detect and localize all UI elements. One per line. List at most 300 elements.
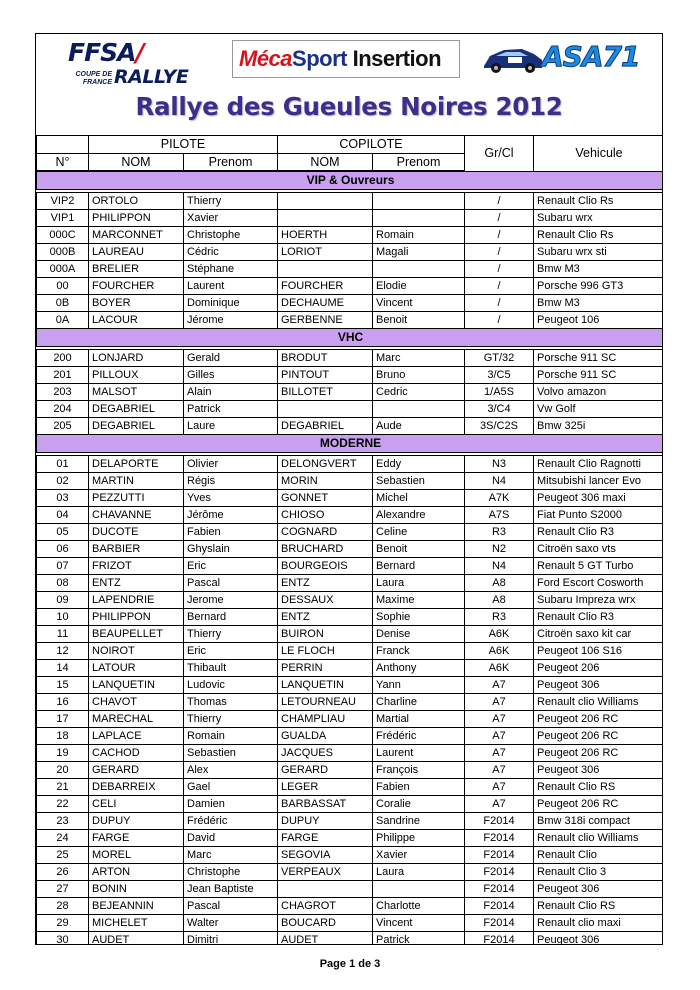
header-pilote: PILOTE <box>89 136 278 154</box>
group-class-cell: A8 <box>465 575 534 592</box>
copilot-name-cell: PINTOUT <box>278 367 373 384</box>
table-row <box>37 473 664 490</box>
table-row <box>37 779 664 796</box>
table-row <box>37 401 664 418</box>
entry-number-cell: 14 <box>37 660 89 677</box>
vehicle-cell: Fiat Punto S2000 <box>534 507 664 524</box>
pilot-firstname-cell: Gael <box>184 779 278 796</box>
vehicle-cell: Bmw 325i <box>534 418 664 435</box>
table-row <box>37 643 664 660</box>
copilot-firstname-cell: Laura <box>373 575 465 592</box>
table-row <box>37 728 664 745</box>
mecasport-insertion-logo <box>232 40 460 78</box>
copilot-firstname-cell: Benoit <box>373 541 465 558</box>
pilot-firstname-cell: Thierry <box>184 193 278 210</box>
vehicle-cell: Renault Clio Rs <box>534 193 664 210</box>
pilot-firstname-cell: Eric <box>184 558 278 575</box>
entry-number-cell: 203 <box>37 384 89 401</box>
pilot-name-cell: MICHELET <box>89 915 184 932</box>
pilot-name-cell: LAUREAU <box>89 244 184 261</box>
table-row <box>37 796 664 813</box>
ffsa-rallye-text: RALLYE <box>114 66 189 88</box>
vehicle-cell: Peugeot 206 RC <box>534 728 664 745</box>
copilot-name-cell: BARBASSAT <box>278 796 373 813</box>
copilot-firstname-cell: Alexandre <box>373 507 465 524</box>
group-class-cell: / <box>465 227 534 244</box>
copilot-firstname-cell: Vincent <box>373 915 465 932</box>
table-row <box>37 830 664 847</box>
group-class-cell: F2014 <box>465 898 534 915</box>
pilot-firstname-cell: Gilles <box>184 367 278 384</box>
copilot-firstname-cell: Michel <box>373 490 465 507</box>
copilot-firstname-cell: Vincent <box>373 295 465 312</box>
pilot-firstname-cell: Dominique <box>184 295 278 312</box>
pilot-firstname-cell: Dimitri <box>184 932 278 946</box>
copilot-firstname-cell: Coralie <box>373 796 465 813</box>
copilot-firstname-cell: Philippe <box>373 830 465 847</box>
pilot-firstname-cell: Thierry <box>184 626 278 643</box>
pilot-firstname-cell: David <box>184 830 278 847</box>
pilot-name-cell: MOREL <box>89 847 184 864</box>
group-class-cell: F2014 <box>465 881 534 898</box>
table-row <box>37 558 664 575</box>
copilot-name-cell: BRUCHARD <box>278 541 373 558</box>
copilot-firstname-cell: Bruno <box>373 367 465 384</box>
copilot-firstname-cell <box>373 210 465 227</box>
pilot-firstname-cell: Patrick <box>184 401 278 418</box>
header-group-class: Gr/Cl <box>465 136 534 172</box>
pilot-firstname-cell: Walter <box>184 915 278 932</box>
pilot-name-cell: LACOUR <box>89 312 184 329</box>
copilot-firstname-cell: Sophie <box>373 609 465 626</box>
table-row <box>37 295 664 312</box>
group-class-cell: F2014 <box>465 915 534 932</box>
sponsor-logo-band <box>36 34 662 90</box>
pilot-name-cell: LAPLACE <box>89 728 184 745</box>
copilot-firstname-cell: Fabien <box>373 779 465 796</box>
table-row <box>37 813 664 830</box>
pilot-firstname-cell: Laurent <box>184 278 278 295</box>
vehicle-cell: Renault Clio RS <box>534 779 664 796</box>
header-pilot-firstname: Prenom <box>184 154 278 172</box>
pilot-firstname-cell: Pascal <box>184 575 278 592</box>
pilot-firstname-cell: Alex <box>184 762 278 779</box>
copilot-name-cell: JACQUES <box>278 745 373 762</box>
copilot-name-cell: COGNARD <box>278 524 373 541</box>
entry-number-cell: 0A <box>37 312 89 329</box>
entry-number-cell: VIP1 <box>37 210 89 227</box>
ffsa-logo-word: FFSA <box>68 38 136 67</box>
group-class-cell: A6K <box>465 643 534 660</box>
pilot-name-cell: BEJEANNIN <box>89 898 184 915</box>
table-row <box>37 244 664 261</box>
copilot-name-cell: BUIRON <box>278 626 373 643</box>
pilot-name-cell: BARBIER <box>89 541 184 558</box>
pilot-name-cell: MARTIN <box>89 473 184 490</box>
vehicle-cell: Renault Clio Rs <box>534 227 664 244</box>
group-class-cell: 3/C5 <box>465 367 534 384</box>
table-row <box>37 745 664 762</box>
header-copilot-name: NOM <box>278 154 373 172</box>
pilot-firstname-cell: Alain <box>184 384 278 401</box>
copilot-name-cell: DELONGVERT <box>278 456 373 473</box>
copilot-name-cell: LEGER <box>278 779 373 796</box>
group-class-cell: F2014 <box>465 864 534 881</box>
group-class-cell: / <box>465 295 534 312</box>
pilot-firstname-cell: Pascal <box>184 898 278 915</box>
entry-number-cell: 17 <box>37 711 89 728</box>
copilot-name-cell: CHAMPLIAU <box>278 711 373 728</box>
copilot-firstname-cell: Aude <box>373 418 465 435</box>
vehicle-cell: Renault clio maxi <box>534 915 664 932</box>
copilot-name-cell: DECHAUME <box>278 295 373 312</box>
copilot-name-cell: DEGABRIEL <box>278 418 373 435</box>
vehicle-cell: Renault Clio RS <box>534 898 664 915</box>
entry-number-cell: VIP2 <box>37 193 89 210</box>
pilot-firstname-cell: Jérome <box>184 312 278 329</box>
vehicle-cell: Volvo amazon <box>534 384 664 401</box>
table-row <box>37 694 664 711</box>
pilot-name-cell: FRIZOT <box>89 558 184 575</box>
copilot-name-cell: BOURGEOIS <box>278 558 373 575</box>
entry-number-cell: 21 <box>37 779 89 796</box>
copilot-firstname-cell: Franck <box>373 643 465 660</box>
pilot-name-cell: CELI <box>89 796 184 813</box>
copilot-name-cell: FARGE <box>278 830 373 847</box>
copilot-name-cell: DUPUY <box>278 813 373 830</box>
copilot-name-cell: PERRIN <box>278 660 373 677</box>
entry-number-cell: 04 <box>37 507 89 524</box>
group-class-cell: N4 <box>465 473 534 490</box>
pilot-name-cell: PHILIPPON <box>89 210 184 227</box>
pilot-name-cell: BRELIER <box>89 261 184 278</box>
pilot-name-cell: MARECHAL <box>89 711 184 728</box>
vehicle-cell: Peugeot 106 S16 <box>534 643 664 660</box>
meca-word: Méca <box>239 46 293 71</box>
entry-number-cell: 000B <box>37 244 89 261</box>
group-class-cell: A8 <box>465 592 534 609</box>
copilot-firstname-cell: Eddy <box>373 456 465 473</box>
pilot-firstname-cell: Ludovic <box>184 677 278 694</box>
vehicle-cell: Subaru wrx <box>534 210 664 227</box>
pilot-name-cell: DEGABRIEL <box>89 401 184 418</box>
ffsa-logo <box>58 38 208 90</box>
copilot-name-cell: CHAGROT <box>278 898 373 915</box>
group-class-cell: GT/32 <box>465 350 534 367</box>
entry-number-cell: 28 <box>37 898 89 915</box>
group-class-cell: F2014 <box>465 847 534 864</box>
entry-number-cell: 15 <box>37 677 89 694</box>
pilot-name-cell: MALSOT <box>89 384 184 401</box>
pilot-name-cell: DEGABRIEL <box>89 418 184 435</box>
header-number: N° <box>37 154 89 172</box>
entry-number-cell: 03 <box>37 490 89 507</box>
group-class-cell: A7 <box>465 745 534 762</box>
copilot-name-cell: MORIN <box>278 473 373 490</box>
vehicle-cell: Porsche 996 GT3 <box>534 278 664 295</box>
copilot-firstname-cell: Sandrine <box>373 813 465 830</box>
vehicle-cell: Renault clio Williams <box>534 694 664 711</box>
pilot-name-cell: DUCOTE <box>89 524 184 541</box>
entry-number-cell: 07 <box>37 558 89 575</box>
copilot-firstname-cell: Yann <box>373 677 465 694</box>
pilot-firstname-cell: Xavier <box>184 210 278 227</box>
pilot-firstname-cell: Thibault <box>184 660 278 677</box>
copilot-name-cell <box>278 401 373 418</box>
header-copilote: COPILOTE <box>278 136 465 154</box>
table-row <box>37 193 664 210</box>
copilot-firstname-cell: Laurent <box>373 745 465 762</box>
table-row <box>37 507 664 524</box>
copilot-firstname-cell: Anthony <box>373 660 465 677</box>
copilot-firstname-cell <box>373 193 465 210</box>
vehicle-cell: Peugeot 306 <box>534 762 664 779</box>
pilot-name-cell: CHAVOT <box>89 694 184 711</box>
group-class-cell: 3S/C2S <box>465 418 534 435</box>
group-class-cell: F2014 <box>465 932 534 946</box>
pilot-firstname-cell: Yves <box>184 490 278 507</box>
table-row <box>37 660 664 677</box>
section-title: MODERNE <box>37 435 664 453</box>
entry-number-cell: 00 <box>37 278 89 295</box>
table-row <box>37 864 664 881</box>
table-row <box>37 677 664 694</box>
copilot-name-cell: LANQUETIN <box>278 677 373 694</box>
group-class-cell: A6K <box>465 660 534 677</box>
pilot-firstname-cell: Olivier <box>184 456 278 473</box>
copilot-firstname-cell: Charline <box>373 694 465 711</box>
pilot-name-cell: LATOUR <box>89 660 184 677</box>
entry-number-cell: 06 <box>37 541 89 558</box>
vehicle-cell: Porsche 911 SC <box>534 350 664 367</box>
pilot-name-cell: PILLOUX <box>89 367 184 384</box>
vehicle-cell: Bmw 318i compact <box>534 813 664 830</box>
entry-number-cell: 16 <box>37 694 89 711</box>
table-row <box>37 541 664 558</box>
group-class-cell: / <box>465 193 534 210</box>
copilot-name-cell: DESSAUX <box>278 592 373 609</box>
pilot-firstname-cell: Régis <box>184 473 278 490</box>
entry-number-cell: 05 <box>37 524 89 541</box>
copilot-name-cell: BOUCARD <box>278 915 373 932</box>
group-class-cell: N4 <box>465 558 534 575</box>
rally-car-icon <box>482 44 544 74</box>
pilot-firstname-cell: Thomas <box>184 694 278 711</box>
pilot-name-cell: CACHOD <box>89 745 184 762</box>
pilot-name-cell: DUPUY <box>89 813 184 830</box>
entry-number-cell: 25 <box>37 847 89 864</box>
pilot-name-cell: PEZZUTTI <box>89 490 184 507</box>
vehicle-cell: Peugeot 106 <box>534 312 664 329</box>
pilot-firstname-cell: Ghyslain <box>184 541 278 558</box>
copilot-firstname-cell: Patrick <box>373 932 465 946</box>
entry-number-cell: 24 <box>37 830 89 847</box>
event-title: Rallye des Gueules Noires 2012 <box>135 92 563 121</box>
copilot-name-cell: GERARD <box>278 762 373 779</box>
entry-list-table <box>36 135 663 945</box>
group-class-cell: A7K <box>465 490 534 507</box>
entry-number-cell: 29 <box>37 915 89 932</box>
asa71-logo <box>482 40 642 76</box>
group-class-cell: N2 <box>465 541 534 558</box>
pilot-name-cell: DEBARREIX <box>89 779 184 796</box>
header-blank-cell <box>37 136 89 154</box>
vehicle-cell: Renault clio Williams <box>534 830 664 847</box>
table-row <box>37 609 664 626</box>
copilot-firstname-cell <box>373 261 465 278</box>
section-header-row <box>37 329 664 347</box>
pilot-firstname-cell: Gerald <box>184 350 278 367</box>
pilot-name-cell: PHILIPPON <box>89 609 184 626</box>
vehicle-cell: Renault 5 GT Turbo <box>534 558 664 575</box>
group-class-cell: A7 <box>465 677 534 694</box>
pilot-firstname-cell: Jean Baptiste <box>184 881 278 898</box>
copilot-firstname-cell: Cedric <box>373 384 465 401</box>
vehicle-cell: Peugeot 206 RC <box>534 711 664 728</box>
copilot-name-cell <box>278 261 373 278</box>
copilot-firstname-cell: Frédéric <box>373 728 465 745</box>
copilot-firstname-cell: Maxime <box>373 592 465 609</box>
entry-number-cell: 20 <box>37 762 89 779</box>
group-class-cell: N3 <box>465 456 534 473</box>
entry-number-cell: 19 <box>37 745 89 762</box>
pilot-firstname-cell: Damien <box>184 796 278 813</box>
pilot-firstname-cell: Fabien <box>184 524 278 541</box>
copilot-name-cell: LORIOT <box>278 244 373 261</box>
vehicle-cell: Renault Clio R3 <box>534 524 664 541</box>
group-class-cell: F2014 <box>465 830 534 847</box>
group-class-cell: R3 <box>465 524 534 541</box>
group-class-cell: / <box>465 244 534 261</box>
vehicle-cell: Subaru wrx sti <box>534 244 664 261</box>
pilot-firstname-cell: Stéphane <box>184 261 278 278</box>
vehicle-cell: Renault Clio R3 <box>534 609 664 626</box>
copilot-firstname-cell: Bernard <box>373 558 465 575</box>
copilot-name-cell: VERPEAUX <box>278 864 373 881</box>
copilot-firstname-cell: Sebastien <box>373 473 465 490</box>
vehicle-cell: Peugeot 206 RC <box>534 796 664 813</box>
table-row <box>37 367 664 384</box>
pilot-firstname-cell: Christophe <box>184 864 278 881</box>
group-class-cell: / <box>465 210 534 227</box>
ffsa-slash-mark: / <box>135 38 144 67</box>
vehicle-cell: Vw Golf <box>534 401 664 418</box>
copilot-name-cell: GONNET <box>278 490 373 507</box>
vehicle-cell: Porsche 911 SC <box>534 367 664 384</box>
header-row-group <box>37 136 664 154</box>
table-row <box>37 575 664 592</box>
copilot-name-cell <box>278 881 373 898</box>
copilot-firstname-cell: Benoit <box>373 312 465 329</box>
group-class-cell: A7 <box>465 694 534 711</box>
vehicle-cell: Subaru Impreza wrx <box>534 592 664 609</box>
table-row <box>37 418 664 435</box>
table-row <box>37 350 664 367</box>
vehicle-cell: Peugeot 306 <box>534 881 664 898</box>
table-row <box>37 384 664 401</box>
copilot-firstname-cell: Martial <box>373 711 465 728</box>
entry-number-cell: 204 <box>37 401 89 418</box>
group-class-cell: / <box>465 261 534 278</box>
pilot-firstname-cell: Laure <box>184 418 278 435</box>
table-row <box>37 762 664 779</box>
vehicle-cell: Renault Clio Ragnotti <box>534 456 664 473</box>
copilot-name-cell: SEGOVIA <box>278 847 373 864</box>
pilot-firstname-cell: Cédric <box>184 244 278 261</box>
group-class-cell: / <box>465 312 534 329</box>
entry-number-cell: 201 <box>37 367 89 384</box>
group-class-cell: 1/A5S <box>465 384 534 401</box>
table-row <box>37 932 664 946</box>
entry-number-cell: 26 <box>37 864 89 881</box>
entry-number-cell: 02 <box>37 473 89 490</box>
copilot-firstname-cell <box>373 401 465 418</box>
asa71-word: ASA71 <box>542 40 640 73</box>
entry-list-sheet <box>35 33 663 945</box>
section-header-row <box>37 171 664 190</box>
copilot-name-cell: HOERTH <box>278 227 373 244</box>
group-class-cell: A6K <box>465 626 534 643</box>
pilot-firstname-cell: Romain <box>184 728 278 745</box>
vehicle-cell: Renault Clio <box>534 847 664 864</box>
copilot-firstname-cell: François <box>373 762 465 779</box>
table-row <box>37 898 664 915</box>
vehicle-cell: Peugeot 206 <box>534 660 664 677</box>
sport-word: Sport <box>292 46 347 71</box>
vehicle-cell: Mitsubishi lancer Evo <box>534 473 664 490</box>
pilot-name-cell: NOIROT <box>89 643 184 660</box>
pilot-name-cell: BEAUPELLET <box>89 626 184 643</box>
entry-number-cell: 0B <box>37 295 89 312</box>
copilot-name-cell: GERBENNE <box>278 312 373 329</box>
pilot-firstname-cell: Jerome <box>184 592 278 609</box>
pilot-firstname-cell: Sebastien <box>184 745 278 762</box>
pilot-firstname-cell: Frédéric <box>184 813 278 830</box>
pilot-name-cell: DELAPORTE <box>89 456 184 473</box>
copilot-name-cell: LETOURNEAU <box>278 694 373 711</box>
group-class-cell: A7 <box>465 728 534 745</box>
entry-number-cell: 10 <box>37 609 89 626</box>
group-class-cell: / <box>465 278 534 295</box>
copilot-firstname-cell <box>373 881 465 898</box>
copilot-firstname-cell: Xavier <box>373 847 465 864</box>
group-class-cell: A7 <box>465 796 534 813</box>
copilot-firstname-cell: Charlotte <box>373 898 465 915</box>
entry-number-cell: 09 <box>37 592 89 609</box>
table-row <box>37 261 664 278</box>
entry-number-cell: 01 <box>37 456 89 473</box>
pilot-name-cell: LANQUETIN <box>89 677 184 694</box>
vehicle-cell: Peugeot 206 RC <box>534 745 664 762</box>
page-number: Page 1 de 3 <box>319 958 381 970</box>
entry-number-cell: 30 <box>37 932 89 946</box>
insertion-word: Insertion <box>352 46 442 71</box>
entry-number-cell: 08 <box>37 575 89 592</box>
entry-number-cell: 23 <box>37 813 89 830</box>
entry-number-cell: 12 <box>37 643 89 660</box>
header-pilot-name: NOM <box>89 154 184 172</box>
pilot-firstname-cell: Bernard <box>184 609 278 626</box>
vehicle-cell: Renault Clio 3 <box>534 864 664 881</box>
table-row <box>37 524 664 541</box>
group-class-cell: A7S <box>465 507 534 524</box>
copilot-name-cell: FOURCHER <box>278 278 373 295</box>
vehicle-cell: Bmw M3 <box>534 261 664 278</box>
pilot-name-cell: FOURCHER <box>89 278 184 295</box>
copilot-firstname-cell: Elodie <box>373 278 465 295</box>
pilot-name-cell: MARCONNET <box>89 227 184 244</box>
copilot-name-cell <box>278 193 373 210</box>
